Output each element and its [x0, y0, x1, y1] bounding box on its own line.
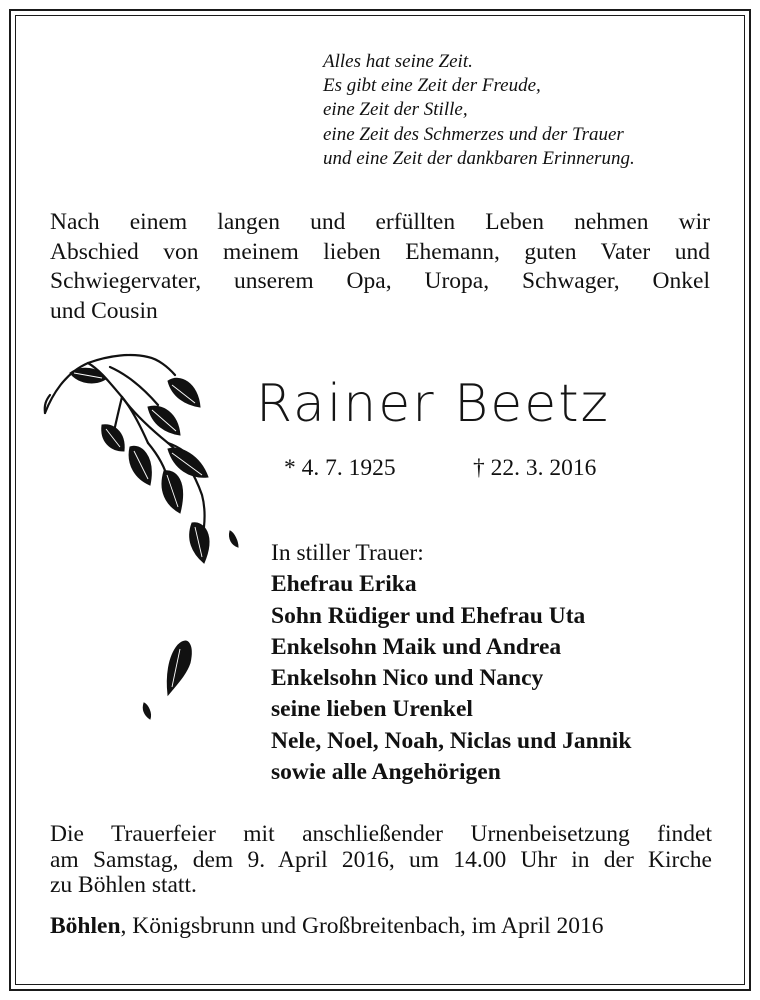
leaf-icon: [143, 703, 150, 719]
leaf-icon: [190, 523, 209, 563]
funeral-notice: [50, 822, 712, 899]
poem-line: eine Zeit der Stille,: [323, 99, 468, 121]
birch-branch-illustration: [40, 345, 250, 730]
birth-date: * 4. 7. 1925: [284, 455, 396, 481]
poem-line: Es gibt eine Zeit der Freude,: [323, 75, 541, 97]
mourner-line: Ehefrau Erika: [271, 571, 417, 598]
mourners-block: [271, 538, 631, 788]
mourner-line: Enkelsohn Nico und Nancy: [271, 665, 544, 692]
leaf-icon: [167, 641, 191, 695]
poem-line: und eine Zeit der dankbaren Erinnerung.: [323, 147, 635, 169]
mourner-line: Enkelsohn Maik und Andrea: [271, 633, 562, 660]
mourners-heading: In stiller Trauer:: [271, 540, 424, 566]
intro-line: und Cousin: [50, 297, 158, 324]
mourner-line: seine lieben Urenkel: [271, 696, 473, 723]
place-and-date: [50, 913, 604, 940]
deceased-name: Rainer Beetz: [256, 374, 610, 434]
mourner-line: Sohn Rüdiger und Ehefrau Uta: [271, 602, 586, 629]
leaf-icon: [162, 471, 183, 513]
place-rest: , Königsbrunn und Großbreitenbach, im April 2016: [120, 913, 604, 939]
intro-line: Abschied von meinem lieben Ehemann, guten Vater und: [50, 238, 710, 265]
mourner-line: sowie alle Angehörigen: [271, 759, 501, 786]
poem-line: Alles hat seine Zeit.: [323, 51, 473, 72]
leaf-icon: [129, 446, 151, 485]
funeral-line: zu Böhlen statt.: [50, 872, 197, 898]
funeral-line: Die Trauerfeier mit anschließender Urnenbeisetzung findet: [50, 821, 712, 847]
place-main: Böhlen: [50, 913, 121, 939]
intro-line: Nach einem langen und erfüllten Leben nehmen wir: [50, 209, 710, 235]
poem: [323, 50, 635, 171]
mourner-line: Nele, Noel, Noah, Niclas und Jannik: [271, 727, 632, 754]
intro-line: Schwiegervater, unserem Opa, Uropa, Schwager, Onkel: [50, 268, 710, 294]
funeral-line: am Samstag, dem 9. April 2016, um 14.00 Uhr in der Kirche: [50, 846, 712, 873]
death-date: † 22. 3. 2016: [473, 455, 597, 481]
poem-line: eine Zeit des Schmerzes und der Trauer: [323, 123, 624, 145]
intro-text: [50, 208, 710, 326]
leaf-icon: [229, 531, 238, 547]
